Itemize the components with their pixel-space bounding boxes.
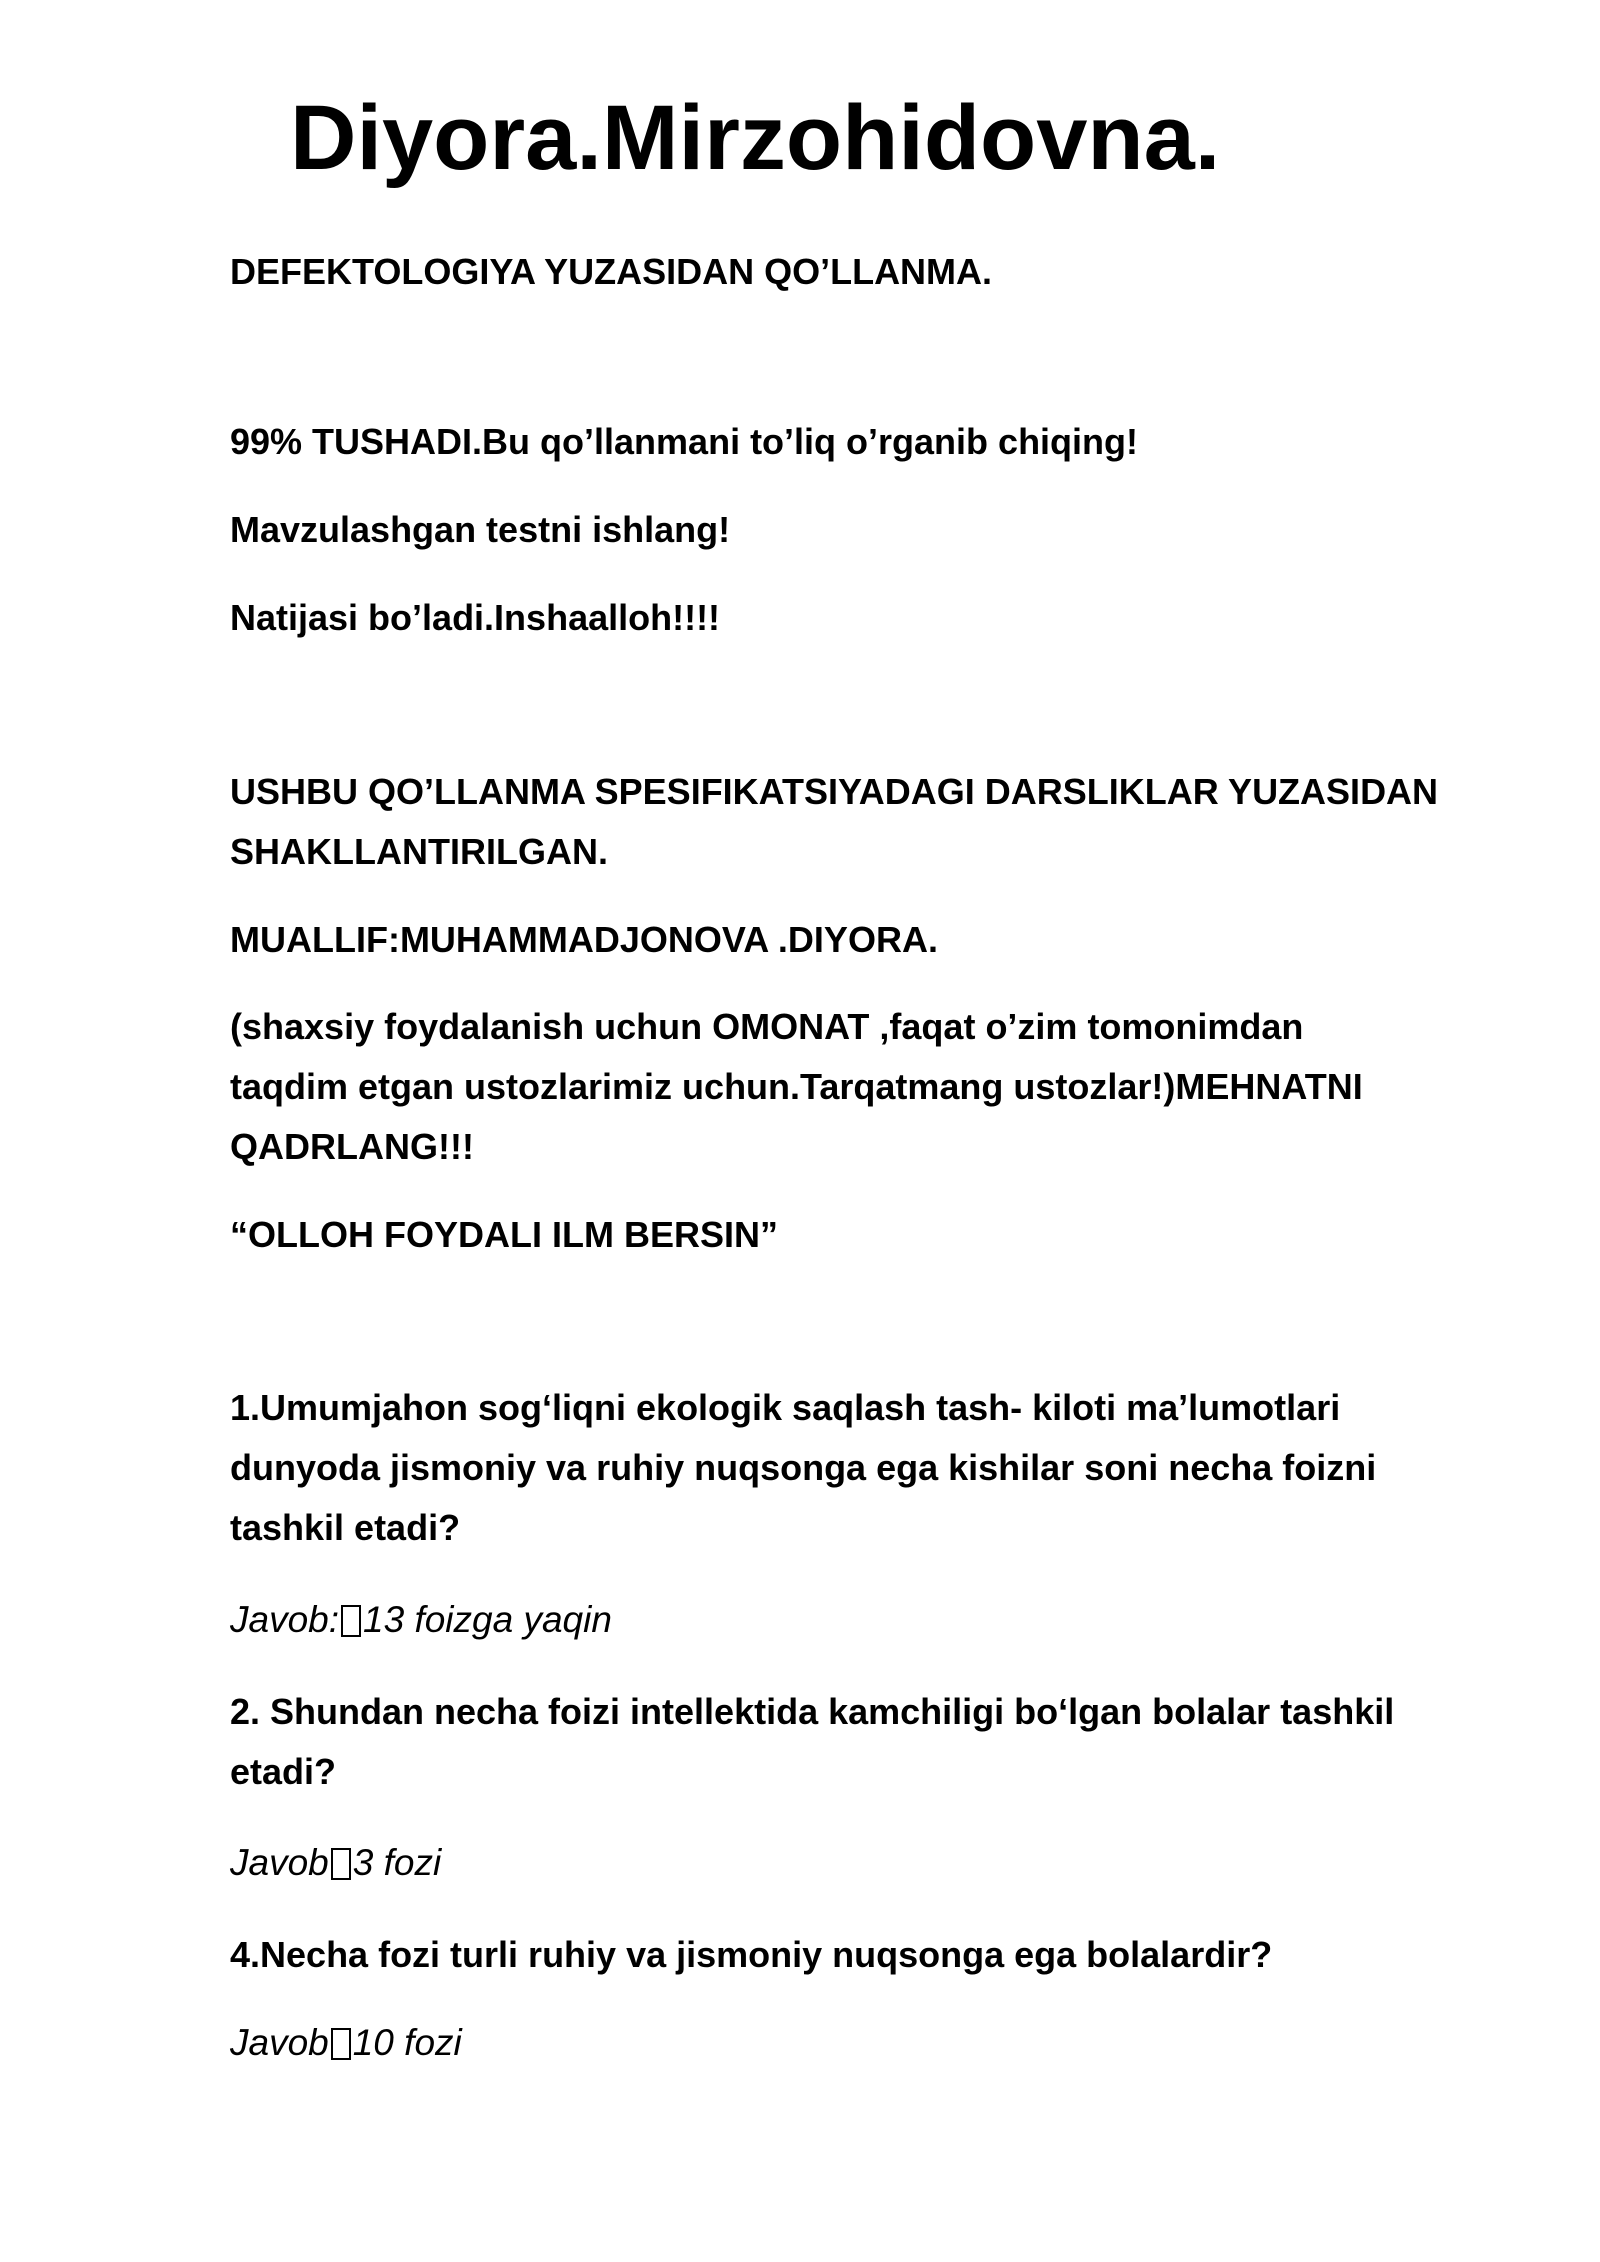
answer-1 — [230, 1590, 612, 1650]
answer-text: 13 foizga yaqin — [363, 1599, 612, 1640]
basis-line: USHBU QO’LLANMA SPESIFIKATSIYADAGI DARSLIKLAR YUZASIDAN — [230, 771, 1439, 812]
intro-text: Mavzulashgan testni ishlang! — [230, 509, 731, 550]
missing-glyph-icon — [331, 1848, 351, 1880]
author-line — [230, 910, 1460, 970]
question-line: 1.Umumjahon sog‘liqni ekologik saqlash tash- kiloti ma’lumotlari — [230, 1387, 1341, 1428]
answer-prefix: Javob — [230, 1842, 329, 1883]
intro-text: Natijasi bo’ladi.Inshaalloh!!!! — [230, 597, 721, 638]
author-text: MUALLIF:MUHAMMADJONOVA .DIYORA. — [230, 919, 938, 960]
question-line: dunyoda jismoniy va ruhiy nuqsonga ega kishilar soni necha foizni — [230, 1447, 1377, 1488]
answer-prefix: Javob — [230, 2022, 329, 2063]
blessing-text: “OLLOH FOYDALI ILM BERSIN” — [230, 1214, 778, 1255]
answer-4 — [230, 2013, 462, 2073]
intro-line-3 — [230, 588, 1460, 648]
blessing-line — [230, 1205, 1460, 1265]
intro-line-1 — [230, 412, 1460, 472]
missing-glyph-icon — [341, 1605, 361, 1637]
question-2 — [230, 1682, 1460, 1802]
notice-line: (shaxsiy foydalanish uchun OMONAT ,faqat o’zim tomonimdan — [230, 1006, 1304, 1047]
answer-text: 10 fozi — [352, 2022, 462, 2063]
question-1 — [230, 1378, 1460, 1558]
answer-prefix: Javob: — [230, 1599, 340, 1640]
intro-text: 99% TUSHADI.Bu qo’llanmani to’liq o’rganib chiqing! — [230, 421, 1139, 462]
question-line: tashkil etadi? — [230, 1507, 461, 1548]
notice-line: taqdim etgan ustozlarimiz uchun.Tarqatmang ustozlar!)MEHNATNI — [230, 1066, 1363, 1107]
missing-glyph-icon — [331, 2028, 351, 2060]
question-line: 4.Necha fozi turli ruhiy va jismoniy nuqsonga ega bolalardir? — [230, 1934, 1273, 1975]
question-4 — [230, 1925, 1460, 1985]
answer-text: 3 fozi — [352, 1842, 442, 1883]
basis-line: SHAKLLANTIRILGAN. — [230, 831, 608, 872]
notice-paragraph — [230, 997, 1460, 1177]
notice-line: QADRLANG!!! — [230, 1126, 474, 1167]
basis-paragraph — [230, 762, 1460, 882]
question-line: 2. Shundan necha foizi intellektida kamchiligi bo‘lgan bolalar tashkil — [230, 1691, 1395, 1732]
answer-2 — [230, 1833, 441, 1893]
intro-line-2 — [230, 500, 1460, 560]
document-heading — [230, 242, 1460, 302]
question-line: etadi? — [230, 1751, 337, 1792]
document-title: Diyora.Mirzohidovna. — [290, 87, 1221, 189]
heading-text: DEFEKTOLOGIYA YUZASIDAN QO’LLANMA. — [230, 251, 993, 292]
